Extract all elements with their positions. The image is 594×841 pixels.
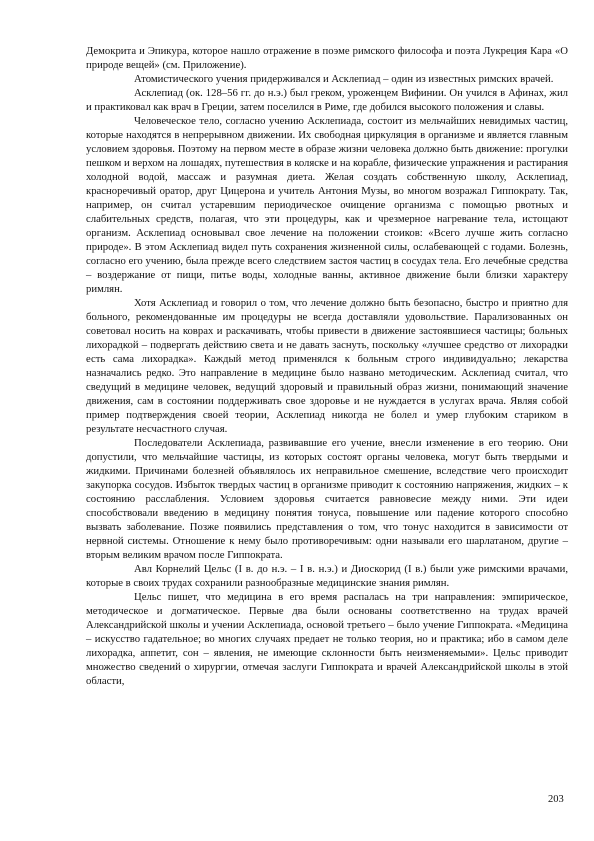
paragraph: Хотя Асклепиад и говорил о том, что лечение должно быть безопасно, быстро и приятно для больного, рекомендованные им процедуры не всегда доставляли удовольствие. Парализованных он советовал носить на коврах и раскачивать, чтобы привести в движение застоявшиеся частицы; больных лихорадкой – подвергать действию света и не давать заснуть, поскольку «лучшее средство от лихорадки есть сама лихорадка». Каждый метод применялся к больным строго индивидуально; лекарства назначались редко. Это направление в медицине было названо методическим. Асклепиад считал, что сведущий в медицине человек, ведущий здоровый и правильный образ жизни, понимающий значение движения, сам в состоянии поддерживать свое здоровье и не нуждается в услугах врача. Являя собой пример подтверждения своей теории, Асклепиад никогда не болел и умер глубоким стариком в результате несчастного случая. — [86, 297, 568, 435]
paragraph: Демокрита и Эпикура, которое нашло отражение в поэме римского философа и поэта Лукреция Кара «О природе вещей» (см. Приложение). — [86, 45, 568, 71]
page-number: 203 — [548, 794, 564, 805]
paragraph: Авл Корнелий Цельс (I в. до н.э. – I в. н.э.) и Диоскорид (I в.) были уже римскими врачами, которые в своих трудах сохранили разнообразные медицинские знания римлян. — [86, 563, 568, 589]
paragraph: Цельс пишет, что медицина в его время распалась на три направления: эмпирическое, методическое и догматическое. Первые два были основаны соответственно на трудах врачей Александрийской школы и учении Асклепиада, основой третьего – было учение Гиппократа. «Медицина – искусство гадательное; во многих случаях предает не только теория, но и практика; ибо в самом деле лихорадка, аппетит, сон – явления, не имеющие склонности быть неизменяемыми». Цельс приводит множество сведений о хирургии, отмечая заслуги Гиппократа и врачей Александрийской школы в этой области, — [86, 591, 568, 687]
paragraph: Асклепиад (ок. 128–56 гг. до н.э.) был греком, уроженцем Вифинии. Он учился в Афинах, жил и практиковал как врач в Греции, затем поселился в Риме, где добился высокого положения и славы. — [86, 87, 568, 113]
paragraph: Человеческое тело, согласно учению Асклепиада, состоит из мельчайших невидимых частиц, которые находятся в непрерывном движении. Их свободная циркуляция в организме и является главным условием здоровья. Поэтому на первом месте в образе жизни человека должно быть движение: прогулки пешком и верхом на лошадях, путешествия в коляске и на корабле, физические упражнения и растирания холодной водой, массаж и разумная диета. Желая создать собственную школу, Асклепиад, красноречивый оратор, друг Цицерона и учитель Антония Музы, во многом возражал Гиппократу. Так, например, он считал устаревшим периодическое очищение организма с помощью рвотных и слабительных средств, полагая, что эти процедуры, как и чрезмерное нагревание тела, истощают организм. Асклепиад основывал свое лечение на положении стоиков: «Всего лучше жить согласно природе». В этом Асклепиад видел путь сохранения жизненной силы, ослабевающей с годами. Болезнь, согласно его учению, была прежде всего следствием застоя частиц в сосудах тела. Его лечебные средства – воздержание от пищи, питье воды, холодные ванны, активное движение были близки характеру римлян. — [86, 115, 568, 295]
page-body — [86, 44, 568, 688]
paragraph: Последователи Асклепиада, развивавшие его учение, внесли изменение в его теорию. Они допустили, что мельчайшие частицы, из которых состоят органы человека, могут быть твердыми и жидкими. Причинами болезней объявлялось их неправильное смешение, вследствие чего происходит закупорка сосудов. Избыток твердых частиц в организме приводит к состоянию напряжения, жидких – к состоянию расслабления. Условием здоровья считается равновесие между ними. Эти идеи способствовали введению в медицину понятия тонуса, повышение или падение которого способно вызвать заболевание. Позже появились представления о том, что тонус находится в зависимости от нервной системы. Отношение к нему было противоречивым: одни называли его шарлатаном, другие – вторым великим врачом после Гиппократа. — [86, 437, 568, 561]
paragraph: Атомистического учения придерживался и Асклепиад – один из известных римских врачей. — [134, 73, 554, 85]
